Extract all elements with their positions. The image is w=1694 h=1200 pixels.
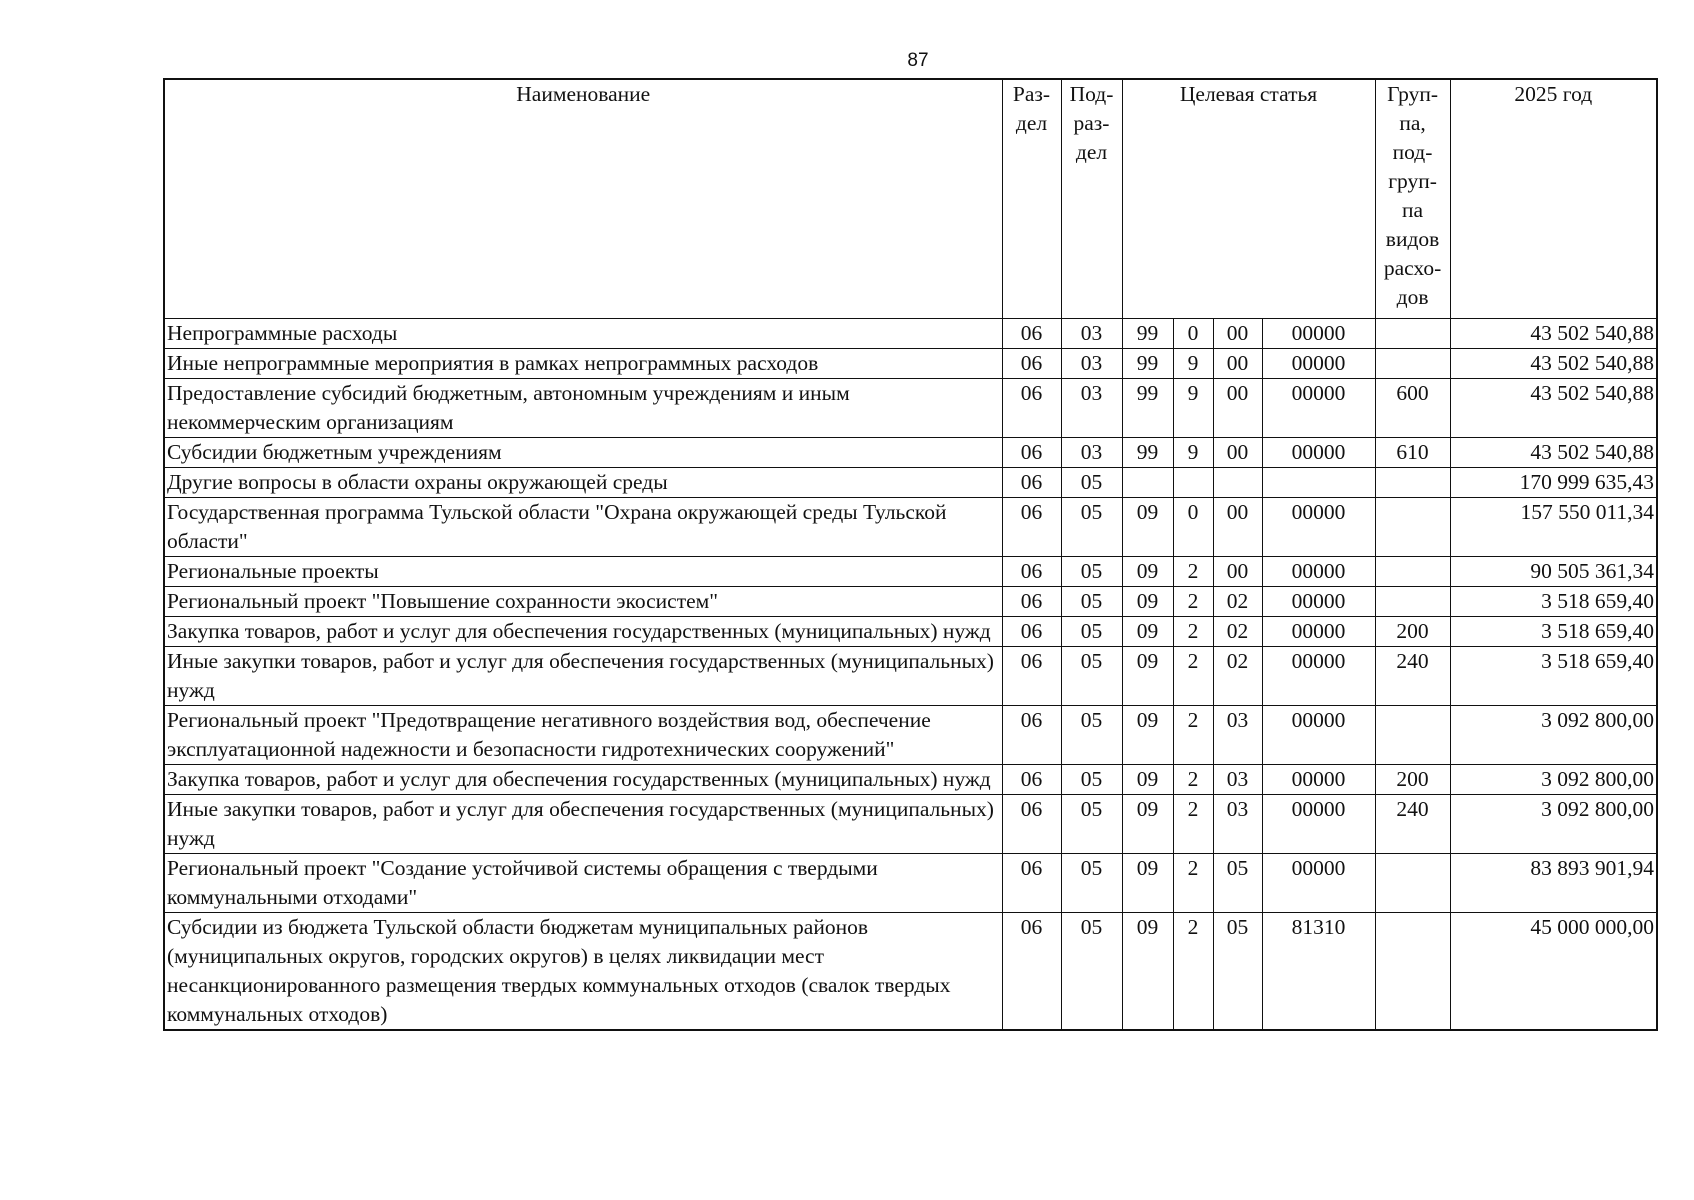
row-expense-group: 240 <box>1375 647 1450 706</box>
row-target-direction: 00000 <box>1262 438 1375 468</box>
row-target-direction: 00000 <box>1262 349 1375 379</box>
row-name: Непрограммные расходы <box>164 319 1002 349</box>
table-row <box>164 349 1657 379</box>
row-expense-group <box>1375 349 1450 379</box>
row-expense-group <box>1375 854 1450 913</box>
row-expense-group <box>1375 468 1450 498</box>
row-amount: 3 518 659,40 <box>1450 587 1657 617</box>
row-target-direction: 00000 <box>1262 319 1375 349</box>
row-podrazdel: 03 <box>1061 349 1122 379</box>
row-amount: 170 999 635,43 <box>1450 468 1657 498</box>
row-target-structure: 03 <box>1213 706 1262 765</box>
header-razdel <box>1002 79 1061 319</box>
table-row <box>164 617 1657 647</box>
row-razdel: 06 <box>1002 319 1061 349</box>
row-target-type: 2 <box>1173 647 1213 706</box>
row-target-structure: 02 <box>1213 617 1262 647</box>
row-podrazdel: 03 <box>1061 319 1122 349</box>
row-target-type: 2 <box>1173 913 1213 1031</box>
row-target-type: 9 <box>1173 349 1213 379</box>
row-target-structure: 03 <box>1213 765 1262 795</box>
row-name: Субсидии бюджетным учреждениям <box>164 438 1002 468</box>
row-name: Региональный проект "Создание устойчивой системы обращения с твердыми коммунальными отходами" <box>164 854 1002 913</box>
row-expense-group <box>1375 319 1450 349</box>
header-expense-group <box>1375 79 1450 319</box>
row-target-program: 09 <box>1122 498 1173 557</box>
table-body <box>164 319 1657 1031</box>
row-target-program <box>1122 468 1173 498</box>
row-expense-group <box>1375 498 1450 557</box>
row-amount: 83 893 901,94 <box>1450 854 1657 913</box>
row-target-structure: 00 <box>1213 379 1262 438</box>
row-podrazdel: 05 <box>1061 498 1122 557</box>
table-header-row <box>164 79 1657 319</box>
header-target-article: Целевая статья <box>1122 79 1375 319</box>
row-expense-group <box>1375 706 1450 765</box>
row-name: Региональный проект "Предотвращение негативного воздействия вод, обеспечение эксплуатационной надежности и безопасности гидротехнических сооружений" <box>164 706 1002 765</box>
row-expense-group <box>1375 557 1450 587</box>
row-target-structure: 02 <box>1213 587 1262 617</box>
row-expense-group: 200 <box>1375 765 1450 795</box>
header-podrazdel-line: Под- <box>1069 82 1114 106</box>
row-razdel: 06 <box>1002 587 1061 617</box>
row-razdel: 06 <box>1002 706 1061 765</box>
row-expense-group: 610 <box>1375 438 1450 468</box>
row-name: Закупка товаров, работ и услуг для обеспечения государственных (муниципальных) нужд <box>164 765 1002 795</box>
table-row <box>164 706 1657 765</box>
table-row <box>164 587 1657 617</box>
table-row <box>164 647 1657 706</box>
header-expense-group-line: под- <box>1392 140 1433 164</box>
row-target-program: 09 <box>1122 854 1173 913</box>
header-podrazdel <box>1061 79 1122 319</box>
row-name: Региональный проект "Повышение сохранности экосистем" <box>164 587 1002 617</box>
row-name: Предоставление субсидий бюджетным, автономным учреждениям и иным некоммерческим организациям <box>164 379 1002 438</box>
row-target-program: 09 <box>1122 557 1173 587</box>
row-amount: 43 502 540,88 <box>1450 319 1657 349</box>
row-target-structure: 00 <box>1213 319 1262 349</box>
row-target-program: 99 <box>1122 438 1173 468</box>
row-podrazdel: 05 <box>1061 647 1122 706</box>
header-expense-group-line: па, <box>1399 111 1426 135</box>
row-target-program: 09 <box>1122 795 1173 854</box>
row-name: Субсидии из бюджета Тульской области бюджетам муниципальных районов (муниципальных округов, городских округов) в целях ликвидации мест несанкционированного размещения твердых коммунальных отходов (свалок твердых коммунальных отходов) <box>164 913 1002 1031</box>
row-name: Иные закупки товаров, работ и услуг для обеспечения государственных (муниципальных) нужд <box>164 795 1002 854</box>
row-target-type: 2 <box>1173 854 1213 913</box>
row-target-direction: 00000 <box>1262 557 1375 587</box>
row-razdel: 06 <box>1002 795 1061 854</box>
row-target-direction <box>1262 468 1375 498</box>
row-target-structure: 00 <box>1213 498 1262 557</box>
header-razdel-line: Раз- <box>1012 82 1051 106</box>
table-row <box>164 854 1657 913</box>
table-row <box>164 498 1657 557</box>
row-podrazdel: 05 <box>1061 854 1122 913</box>
row-podrazdel: 05 <box>1061 468 1122 498</box>
row-target-structure: 05 <box>1213 854 1262 913</box>
header-razdel-line: дел <box>1015 111 1048 135</box>
row-target-type: 2 <box>1173 706 1213 765</box>
header-expense-group-line: па <box>1402 198 1424 222</box>
row-target-program: 09 <box>1122 765 1173 795</box>
row-name: Другие вопросы в области охраны окружающей среды <box>164 468 1002 498</box>
table-row <box>164 319 1657 349</box>
row-target-type: 9 <box>1173 438 1213 468</box>
row-amount: 90 505 361,34 <box>1450 557 1657 587</box>
row-target-direction: 00000 <box>1262 498 1375 557</box>
table-row <box>164 468 1657 498</box>
row-podrazdel: 05 <box>1061 706 1122 765</box>
row-razdel: 06 <box>1002 498 1061 557</box>
row-target-type <box>1173 468 1213 498</box>
row-target-direction: 00000 <box>1262 617 1375 647</box>
row-target-structure: 00 <box>1213 557 1262 587</box>
row-target-program: 09 <box>1122 587 1173 617</box>
row-target-direction: 00000 <box>1262 706 1375 765</box>
row-razdel: 06 <box>1002 438 1061 468</box>
row-razdel: 06 <box>1002 349 1061 379</box>
row-target-type: 2 <box>1173 617 1213 647</box>
table-row <box>164 438 1657 468</box>
row-target-structure: 02 <box>1213 647 1262 706</box>
row-expense-group: 200 <box>1375 617 1450 647</box>
row-target-type: 9 <box>1173 379 1213 438</box>
table-row <box>164 379 1657 438</box>
row-amount: 3 092 800,00 <box>1450 765 1657 795</box>
row-razdel: 06 <box>1002 913 1061 1031</box>
table-row <box>164 795 1657 854</box>
row-target-direction: 81310 <box>1262 913 1375 1031</box>
row-name: Региональные проекты <box>164 557 1002 587</box>
row-razdel: 06 <box>1002 617 1061 647</box>
row-target-direction: 00000 <box>1262 647 1375 706</box>
row-target-structure: 00 <box>1213 438 1262 468</box>
header-name: Наименование <box>164 79 1002 319</box>
row-target-structure: 03 <box>1213 795 1262 854</box>
row-amount: 43 502 540,88 <box>1450 349 1657 379</box>
row-expense-group: 600 <box>1375 379 1450 438</box>
row-razdel: 06 <box>1002 647 1061 706</box>
row-target-direction: 00000 <box>1262 854 1375 913</box>
header-podrazdel-line: дел <box>1075 140 1108 164</box>
row-target-type: 0 <box>1173 319 1213 349</box>
row-amount: 45 000 000,00 <box>1450 913 1657 1031</box>
row-podrazdel: 05 <box>1061 557 1122 587</box>
header-expense-group-line: расхо- <box>1383 256 1442 280</box>
row-target-program: 99 <box>1122 349 1173 379</box>
row-target-direction: 00000 <box>1262 765 1375 795</box>
header-expense-group-line: дов <box>1396 285 1429 309</box>
row-amount: 3 092 800,00 <box>1450 706 1657 765</box>
row-name: Иные непрограммные мероприятия в рамках непрограммных расходов <box>164 349 1002 379</box>
row-razdel: 06 <box>1002 557 1061 587</box>
table-row <box>164 557 1657 587</box>
row-podrazdel: 05 <box>1061 617 1122 647</box>
row-name: Государственная программа Тульской области "Охрана окружающей среды Тульской области" <box>164 498 1002 557</box>
row-target-type: 2 <box>1173 587 1213 617</box>
row-podrazdel: 05 <box>1061 587 1122 617</box>
row-target-program: 99 <box>1122 379 1173 438</box>
row-target-program: 99 <box>1122 319 1173 349</box>
row-name: Иные закупки товаров, работ и услуг для обеспечения государственных (муниципальных) нужд <box>164 647 1002 706</box>
row-expense-group <box>1375 587 1450 617</box>
row-target-structure: 05 <box>1213 913 1262 1031</box>
row-target-type: 2 <box>1173 765 1213 795</box>
row-razdel: 06 <box>1002 765 1061 795</box>
table-row <box>164 765 1657 795</box>
table-row <box>164 913 1657 1031</box>
row-target-program: 09 <box>1122 617 1173 647</box>
row-podrazdel: 05 <box>1061 765 1122 795</box>
row-razdel: 06 <box>1002 468 1061 498</box>
row-podrazdel: 05 <box>1061 795 1122 854</box>
row-target-structure: 00 <box>1213 349 1262 379</box>
budget-table <box>163 78 1658 1031</box>
row-target-program: 09 <box>1122 647 1173 706</box>
row-podrazdel: 05 <box>1061 913 1122 1031</box>
header-expense-group-line: видов <box>1385 227 1440 251</box>
row-target-program: 09 <box>1122 706 1173 765</box>
row-target-type: 0 <box>1173 498 1213 557</box>
row-target-type: 2 <box>1173 557 1213 587</box>
row-amount: 3 518 659,40 <box>1450 647 1657 706</box>
row-target-type: 2 <box>1173 795 1213 854</box>
row-name: Закупка товаров, работ и услуг для обеспечения государственных (муниципальных) нужд <box>164 617 1002 647</box>
row-amount: 157 550 011,34 <box>1450 498 1657 557</box>
row-target-program: 09 <box>1122 913 1173 1031</box>
row-razdel: 06 <box>1002 379 1061 438</box>
row-expense-group: 240 <box>1375 795 1450 854</box>
header-expense-group-line: груп- <box>1388 169 1437 193</box>
page-number: 87 <box>907 50 929 71</box>
row-target-structure <box>1213 468 1262 498</box>
row-podrazdel: 03 <box>1061 438 1122 468</box>
row-target-direction: 00000 <box>1262 795 1375 854</box>
row-amount: 3 518 659,40 <box>1450 617 1657 647</box>
header-podrazdel-line: раз- <box>1073 111 1110 135</box>
row-target-direction: 00000 <box>1262 587 1375 617</box>
row-razdel: 06 <box>1002 854 1061 913</box>
row-amount: 43 502 540,88 <box>1450 379 1657 438</box>
row-amount: 3 092 800,00 <box>1450 795 1657 854</box>
row-podrazdel: 03 <box>1061 379 1122 438</box>
row-expense-group <box>1375 913 1450 1031</box>
row-target-direction: 00000 <box>1262 379 1375 438</box>
header-expense-group-line: Груп- <box>1387 82 1439 106</box>
header-year: 2025 год <box>1450 79 1657 319</box>
row-amount: 43 502 540,88 <box>1450 438 1657 468</box>
